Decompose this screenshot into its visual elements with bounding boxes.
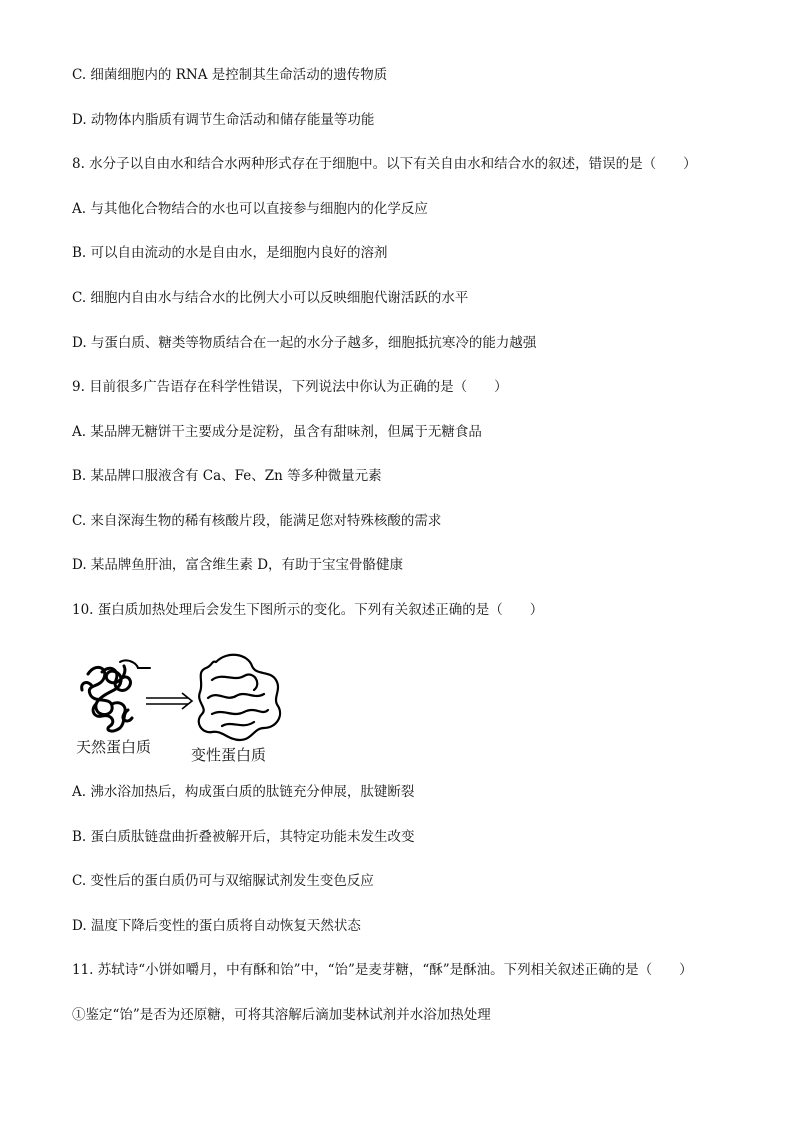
option-8b: B. 可以自由流动的水是自由水，是细胞内良好的溶剂 [72, 245, 388, 261]
option-9a: A. 某品牌无糖饼干主要成分是淀粉，虽含有甜味剂，但属于无糖食品 [72, 424, 482, 440]
option-9d: D. 某品牌鱼肝油，富含维生素 D，有助于宝宝骨骼健康 [72, 557, 404, 573]
statement-11-1: ①鉴定“饴”是否为还原糖，可将其溶解后滴加斐林试剂并水浴加热处理 [72, 1007, 491, 1023]
option-10b: B. 蛋白质肽链盘曲折叠被解开后，其特定功能未发生改变 [72, 829, 415, 845]
option-10a: A. 沸水浴加热后，构成蛋白质的肽链充分伸展，肽键断裂 [72, 784, 415, 800]
option-8d: D. 与蛋白质、糖类等物质结合在一起的水分子越多，细胞抵抗寒冷的能力越强 [72, 335, 537, 351]
option-10c: C. 变性后的蛋白质仍可与双缩脲试剂发生变色反应 [72, 873, 374, 889]
native-protein-shape [82, 660, 150, 731]
question-9: 9. 目前很多广告语存在科学性错误，下列说法中你认为正确的是（ ） [72, 379, 508, 395]
option-9c: C. 来自深海生物的稀有核酸片段，能满足您对特殊核酸的需求 [72, 513, 442, 529]
option-8a: A. 与其他化合物结合的水也可以直接参与细胞内的化学反应 [72, 201, 428, 217]
option-7c: C. 细菌细胞内的 RNA 是控制其生命活动的遗传物质 [72, 67, 388, 83]
protein-denaturation-figure [66, 644, 306, 764]
question-8: 8. 水分子以自由水和结合水两种形式存在于细胞中。以下有关自由水和结合水的叙述，错误的是（ ） [72, 156, 697, 172]
option-10d: D. 温度下降后变性的蛋白质将自动恢复天然状态 [72, 918, 361, 934]
transformation-arrow [146, 693, 192, 709]
denatured-protein-shape [199, 655, 280, 740]
native-protein-label: 天然蛋白质 [76, 738, 152, 756]
option-9b: B. 某品牌口服液含有 Ca、Fe、Zn 等多种微量元素 [72, 468, 382, 484]
question-10: 10. 蛋白质加热处理后会发生下图所示的变化。下列有关叙述正确的是（ ） [72, 602, 544, 618]
option-8c: C. 细胞内自由水与结合水的比例大小可以反映细胞代谢活跃的水平 [72, 290, 469, 306]
question-11: 11. 苏轼诗“小饼如嚼月，中有酥和饴”中，“饴”是麦芽糖，“酥”是酥油。下列相关叙述正确的是（ ） [72, 962, 693, 978]
denatured-protein-label: 变性蛋白质 [191, 746, 267, 764]
option-7d: D. 动物体内脂质有调节生命活动和储存能量等功能 [72, 112, 375, 128]
